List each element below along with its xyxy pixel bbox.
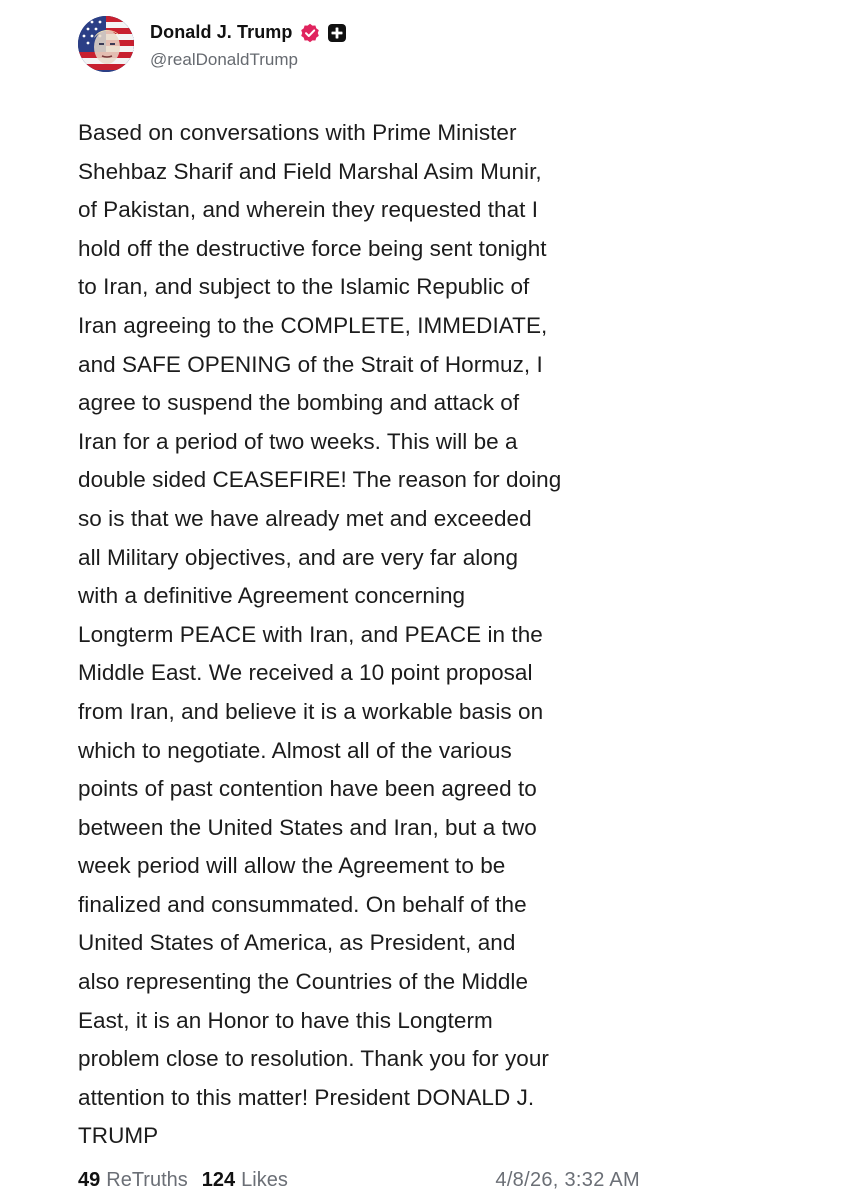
post-header [78,16,347,72]
post-timestamp[interactable]: 4/8/26, 3:32 AM [495,1168,640,1191]
plus-icon [327,23,347,43]
verified-icon [300,23,320,43]
retruths-stat[interactable] [78,1169,188,1192]
avatar[interactable] [78,16,134,72]
author-identity [150,19,347,70]
post-stats-bar [78,1164,640,1196]
likes-label: Likes [241,1168,288,1191]
retruths-label: ReTruths [106,1168,188,1191]
likes-stat[interactable] [202,1169,288,1192]
post-body-text: Based on conversations with Prime Minister Shehbaz Sharif and Field Marshal Asim Munir, of Pakistan, and wherein they requested that I hold off the destructive force being sent tonight to Iran, and subject to the Islamic Republic of Iran agreeing to the COMPLETE, IMMEDIATE, and SAFE OPENING of the Strait of Hormuz, I agree to suspend the bombing and attack of Iran for a period of two weeks. This will be a double sided CEASEFIRE! The reason for doing so is that we have already met and exceeded all Military objectives, and are very far along with a definitive Agreement concerning Longterm PEACE with Iran, and PEACE in the Middle East. We received a 10 point proposal from Iran, and believe it is a workable basis on which to negotiate. Almost all of the various points of past contention have been agreed to between the United States and Iran, but a two week period will allow the Agreement to be finalized and consummated. On behalf of the United States of America, as President, and also representing the Countries of the Middle East, it is an Honor to have this Longterm problem close to resolution. Thank you for your attention to this matter! President DONALD J. TRUMP [78,120,562,1149]
retruths-count: 49 [78,1168,101,1191]
author-handle[interactable]: @realDonaldTrump [150,49,298,69]
author-display-name[interactable]: Donald J. Trump [150,22,293,42]
flag-portrait-avatar-icon [78,16,134,72]
likes-count: 124 [201,1168,236,1191]
name-row [150,19,347,47]
